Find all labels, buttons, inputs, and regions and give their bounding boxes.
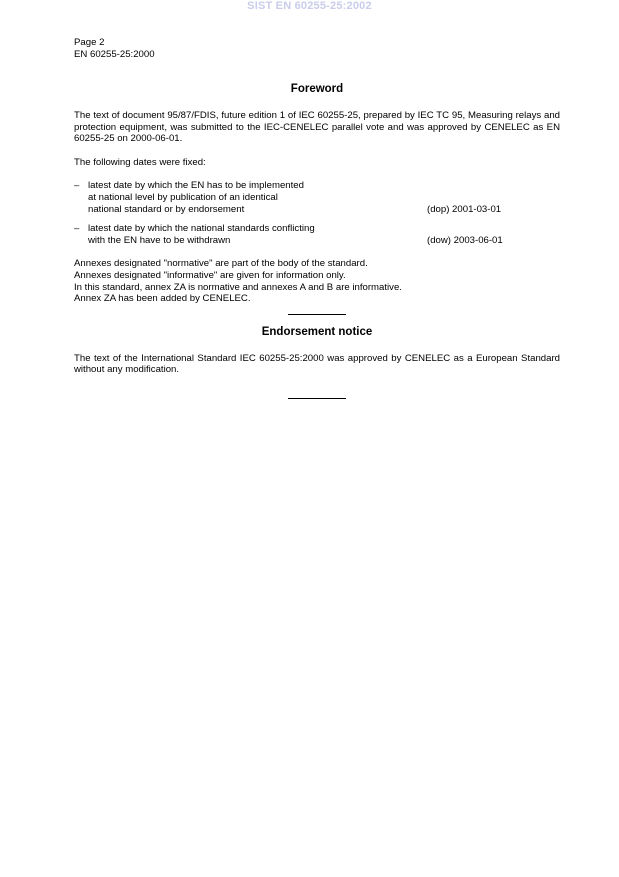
date-item-line — [88, 204, 560, 216]
date-item-line: latest date by which the national standards conflicting — [88, 223, 315, 235]
annex-note: In this standard, annex ZA is normative and annexes A and B are informative. — [74, 281, 402, 293]
endorsement-title: Endorsement notice — [261, 325, 373, 338]
dash-marker: – — [74, 180, 80, 192]
date-item-line-text: with the EN have to be withdrawn — [88, 234, 231, 246]
page-header — [74, 37, 155, 61]
date-item-dow — [74, 223, 560, 246]
foreword-title: Foreword — [290, 83, 344, 95]
date-item-line: latest date by which the EN has to be implemented — [88, 180, 304, 192]
section-divider — [288, 314, 346, 315]
dow-date: (dow) 2003-06-01 — [427, 234, 503, 246]
date-item-line — [88, 235, 560, 247]
end-divider — [288, 398, 346, 399]
annex-note: Annexes designated "informative" are given for information only. — [74, 269, 346, 281]
annex-notes — [74, 258, 560, 304]
date-item-line: at national level by publication of an identical — [88, 191, 278, 203]
dates-intro: The following dates were fixed: — [74, 156, 206, 168]
annex-note: Annex ZA has been added by CENELEC. — [74, 293, 251, 305]
document-id: EN 60255-25:2000 — [74, 49, 155, 60]
watermark: SIST EN 60255-25:2002 — [247, 0, 372, 12]
foreword-intro: The text of document 95/87/FDIS, future edition 1 of IEC 60255-25, prepared by IEC TC 95, Measuring relays and protection equipment, was submitted to the IEC-CENELEC parallel vote and was approved by CENELEC as EN 60255-25 on 2000-06-01. — [74, 110, 560, 145]
date-item-dop — [74, 180, 560, 215]
document-body — [74, 82, 560, 399]
dates-list — [74, 180, 560, 246]
endorsement-text: The text of the International Standard IEC 60255-25:2000 was approved by CENELEC as a European Standard without any modification. — [74, 352, 560, 376]
dash-marker: – — [74, 223, 80, 235]
dop-date: (dop) 2001-03-01 — [427, 203, 502, 215]
annex-note: Annexes designated "normative" are part of the body of the standard. — [74, 258, 368, 270]
page-number: Page 2 — [74, 37, 105, 48]
date-item-line-text: national standard or by endorsement — [88, 203, 245, 215]
